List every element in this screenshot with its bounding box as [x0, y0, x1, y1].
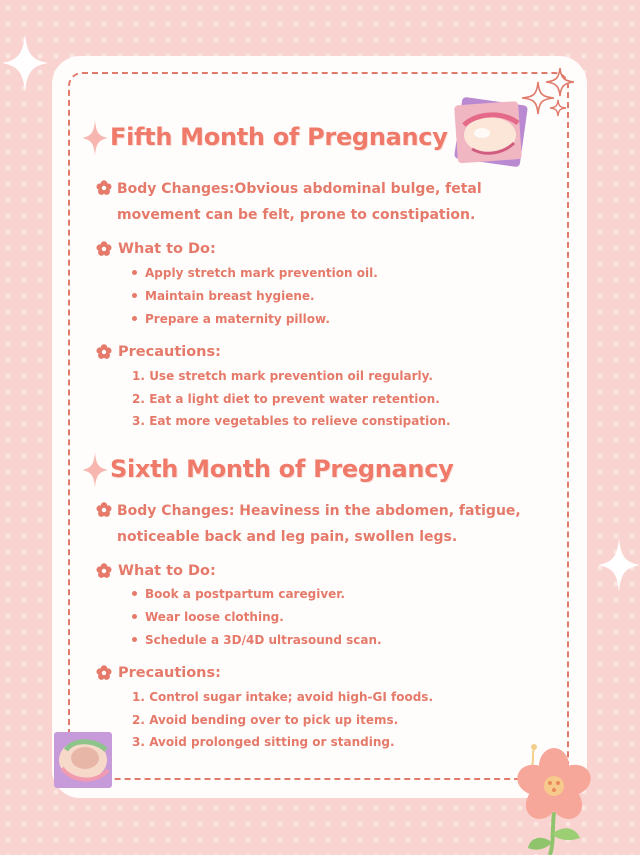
todo-list: [132, 262, 378, 331]
list-item: Wear loose clothing.: [132, 606, 382, 629]
body-changes-text: [117, 498, 557, 550]
todo-list: [132, 583, 382, 652]
flower-icon: [96, 180, 112, 196]
list-item: 3. Eat more vegetables to relieve constipation.: [132, 414, 451, 428]
body-changes-label: Body Changes:: [117, 181, 235, 197]
list-item: Maintain breast hygiene.: [132, 285, 378, 308]
precautions-label: Precautions:: [118, 665, 221, 681]
flower-icon: [96, 502, 112, 518]
list-item: 2. Eat a light diet to prevent water retention.: [132, 391, 440, 406]
list-item: 2. Avoid bending over to pick up items.: [132, 712, 399, 727]
list-item: Schedule a 3D/4D ultrasound scan.: [132, 629, 382, 652]
list-item: 3. Avoid prolonged sitting or standing.: [132, 735, 395, 749]
section-title-sixth-month: Sixth Month of Pregnancy: [110, 455, 454, 483]
precautions-label: Precautions:: [118, 344, 221, 360]
sparkle-icon: [82, 452, 108, 488]
list-item: 1. Control sugar intake; avoid high-GI foods.: [132, 690, 434, 704]
pregnancy-belly-illustration: [52, 728, 116, 792]
sparkle-icon: [2, 34, 48, 92]
body-changes-description: Obvious abdominal bulge, fetal movement can be felt, prone to constipation.: [117, 181, 482, 223]
body-changes-label: Body Changes:: [117, 503, 240, 519]
list-item: Prepare a maternity pillow.: [132, 308, 378, 331]
precautions-heading: [96, 344, 221, 360]
body-changes-heading: [96, 502, 118, 518]
flower-icon: [96, 241, 112, 257]
list-item: 1. Use stretch mark prevention oil regularly.: [132, 369, 433, 383]
precautions-heading: [96, 665, 221, 681]
pink-flower-icon: [508, 742, 598, 855]
sparkle-icon: [598, 538, 640, 592]
section-title-fifth-month: Fifth Month of Pregnancy: [110, 123, 448, 151]
list-item: Book a postpartum caregiver.: [132, 583, 382, 606]
sparkle-icon: [82, 120, 108, 156]
what-to-do-label: What to Do:: [118, 241, 216, 257]
body-changes-description: Heaviness in the abdomen, fatigue, noticeable back and leg pain, swollen legs.: [117, 503, 521, 545]
body-changes-text: [117, 176, 557, 228]
body-changes-heading: [96, 180, 118, 196]
what-to-do-heading: [96, 241, 216, 257]
flower-icon: [96, 344, 112, 360]
flower-icon: [96, 665, 112, 681]
pregnancy-belly-illustration: [452, 95, 530, 169]
what-to-do-label: What to Do:: [118, 563, 216, 579]
what-to-do-heading: [96, 563, 216, 579]
flower-icon: [96, 563, 112, 579]
list-item: Apply stretch mark prevention oil.: [132, 262, 378, 285]
precautions-list: [132, 365, 451, 433]
precautions-list: [132, 686, 433, 754]
